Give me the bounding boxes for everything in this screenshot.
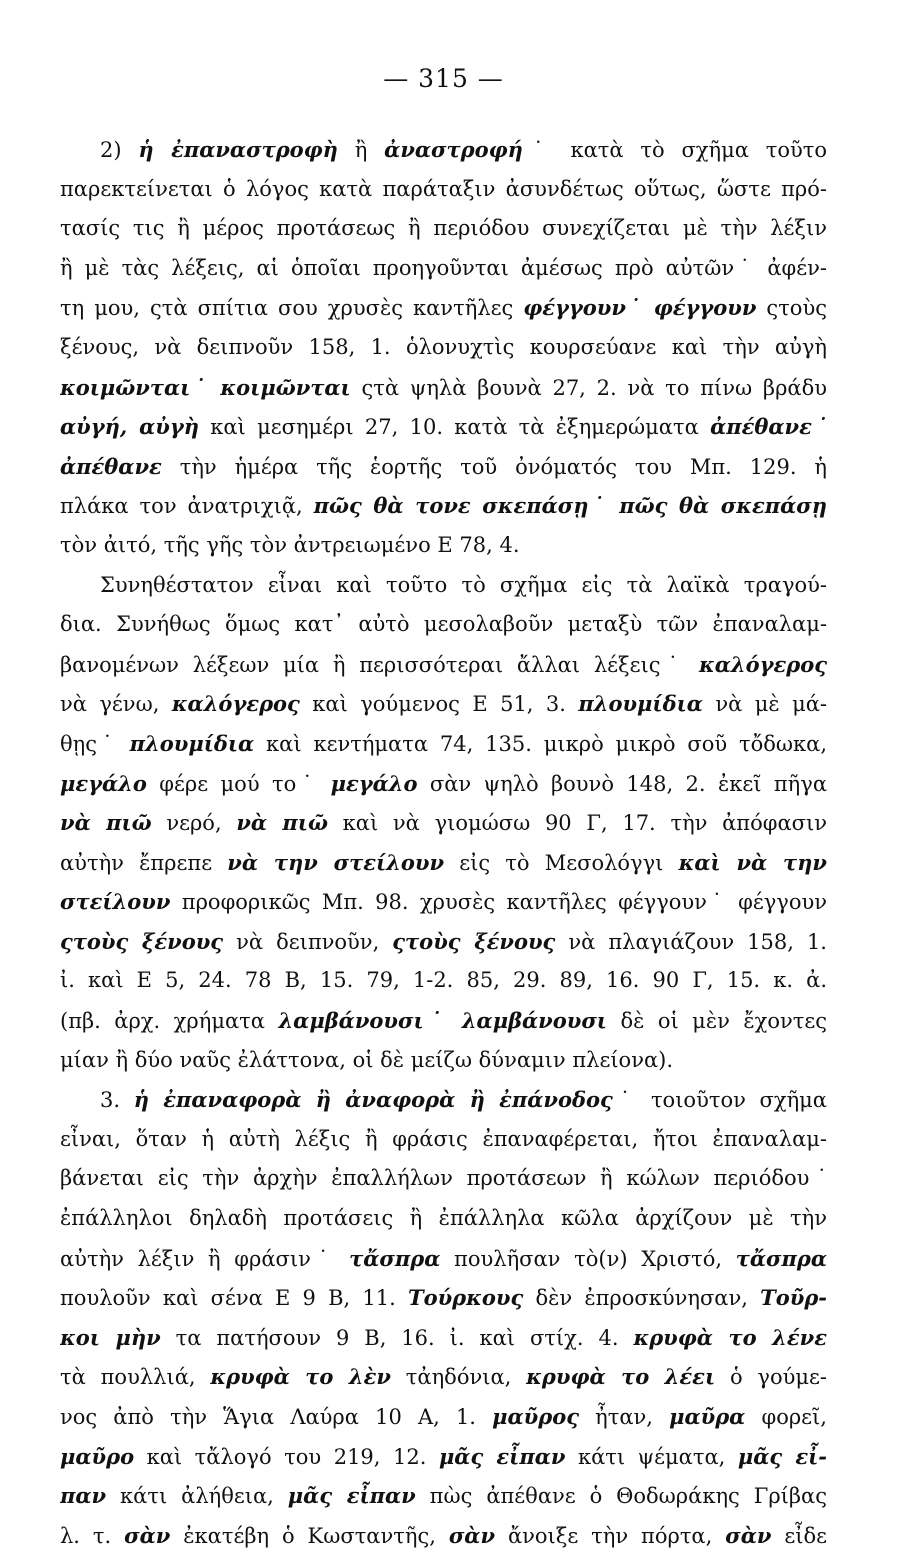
paragraph: [60, 1080, 827, 1555]
text-run: νὰ γένω,: [60, 692, 172, 717]
text-line: [60, 1120, 827, 1160]
text-line: [60, 1357, 827, 1397]
text-line: [60, 1476, 827, 1516]
text-line: [60, 368, 827, 408]
text-run: καὶ νὰ γιομώσω 90 Γ, 17. τὴν ἀπόφασιν: [327, 811, 827, 836]
text-run: πουλῆσαν τὸ(ν) Χριστό,: [440, 1246, 736, 1271]
text-run: ξένους, νὰ δειπνοῦν 158, 1. ὁλονυχτὶς κουρσεύανε καὶ τὴν αὐγὴ: [60, 334, 827, 359]
page-number: — 315 —: [383, 64, 504, 93]
text-run: θῃς˙: [60, 731, 130, 756]
text-line: [60, 843, 827, 883]
text-run: 3.: [100, 1088, 134, 1113]
text-run: βάνεται εἰς τὴν ἀρχὴν ἐπαλλήλων προτάσεων ἢ κώλων περιόδου˙: [60, 1166, 827, 1191]
text-line: [60, 209, 827, 249]
text-run: δὲ οἱ μὲν ἔχοντες: [606, 1009, 827, 1034]
text-line: [60, 1239, 827, 1279]
text-line: [60, 1318, 827, 1358]
emphasized-phrase: μᾶς εἶ-: [737, 1443, 827, 1469]
text-run: καὶ γούμενος Ε 51, 3.: [299, 692, 579, 717]
emphasized-phrase: σὰν: [448, 1522, 496, 1548]
text-run: σὰν ψηλὸ βουνὸ 148, 2. ἐκεῖ πῆγα: [417, 771, 827, 796]
text-line: [60, 922, 827, 962]
text-run: μίαν ἢ δύο ναῦς ἐλάττονα, οἱ δὲ μείζω δύναμιν πλείονα).: [60, 1047, 674, 1072]
emphasized-phrase: μᾶς εἶπαν: [287, 1483, 416, 1509]
text-run: πουλοῦν καὶ σένα Ε 9 Β, 11.: [60, 1286, 408, 1311]
emphasized-phrase: ἀναστροφή: [384, 137, 523, 162]
text-run: εἰς τὸ Μεσολόγγι: [444, 850, 679, 875]
text-run: ἢ: [337, 138, 385, 162]
emphasized-phrase: τἄσπρα: [735, 1245, 827, 1271]
text-run: νὰ μὲ μά-: [702, 692, 827, 717]
text-line: [60, 328, 827, 368]
text-line: [60, 1001, 827, 1041]
text-run: καὶ τἄλογό του 219, 12.: [134, 1444, 439, 1469]
text-line: [60, 1041, 827, 1081]
text-line: [60, 961, 827, 1001]
text-run: προφορικῶς Μπ. 98. χρυσὲς καντῆλες φέγγουν˙ φέγγουν: [170, 890, 827, 915]
emphasized-phrase: παν: [60, 1483, 107, 1509]
text-run: δὲν ἐπροσκύνησαν,: [523, 1286, 761, 1311]
emphasized-phrase: ἡ ἐπαναφορὰ ἢ ἀναφορὰ ἢ ἐπάνοδος: [133, 1087, 613, 1113]
emphasized-phrase: ςτοὺς ξένους: [392, 928, 556, 954]
text-run: πὼς ἀπέθανε ὁ Θοδωράκης Γρίβας: [415, 1484, 827, 1509]
emphasized-phrase: νὰ την στείλουν: [227, 849, 445, 875]
emphasized-phrase: στείλουν: [60, 889, 171, 915]
text-run: Συνηθέστατον εἶναι καὶ τοῦτο τὸ σχῆμα εἰς τὰ λαϊκὰ τραγού-: [100, 572, 827, 597]
text-line: [60, 1278, 827, 1318]
text-run: ἦταν,: [579, 1405, 670, 1429]
text-run: ἰ. καὶ Ε 5, 24. 78 Β, 15. 79, 1-2. 85, 29. 89, 16. 90 Γ, 15. κ. ἀ.: [60, 968, 827, 993]
text-line: [60, 170, 827, 210]
text-run: τα πατήσουν 9 Β, 16. ἰ. καὶ στίχ. 4.: [160, 1325, 634, 1350]
emphasized-phrase: καὶ νὰ την: [678, 849, 827, 875]
text-run: ςτοὺς: [756, 296, 827, 321]
emphasized-phrase: ἡ ἐπαναστροφὴ: [138, 137, 338, 162]
text-run: λ. τ.: [60, 1523, 125, 1548]
emphasized-phrase: φέγγουν˙ φέγγουν: [523, 295, 757, 321]
text-run: ˙ κατὰ τὸ σχῆμα τοῦτο: [522, 138, 827, 162]
text-line: [60, 486, 827, 526]
emphasized-phrase: ἀπέθανε: [60, 453, 162, 479]
text-line: [60, 1199, 827, 1239]
body-text: [60, 130, 827, 1555]
emphasized-phrase: κρυφὰ το λένε: [633, 1324, 827, 1350]
text-line: [60, 1159, 827, 1199]
text-run: αὐτὴν ἔπρεπε: [60, 850, 228, 875]
text-run: φορεῖ,: [745, 1405, 827, 1429]
emphasized-phrase: λαμβάνουσι˙ λαμβάνουσι: [278, 1008, 607, 1034]
text-line: [60, 684, 827, 724]
emphasized-phrase: νὰ πιῶ: [236, 810, 328, 836]
emphasized-phrase: πλουμίδια: [578, 691, 703, 717]
emphasized-phrase: ἀπέθανε˙: [710, 414, 827, 440]
emphasized-phrase: μεγάλο: [60, 770, 147, 796]
text-run: νερό,: [151, 811, 237, 836]
text-run: τὸν ἀιτό, τῆς γῆς τὸν ἀντρειωμένο Ε 78, 4.: [60, 532, 520, 557]
emphasized-phrase: κοι μὴν: [60, 1324, 161, 1350]
text-line: [60, 447, 827, 487]
text-run: τὴν ἡμέρα τῆς ἑορτῆς τοῦ ὀνόματός του Μπ. 129. ἡ: [161, 454, 827, 479]
text-run: (πβ. ἀρχ. χρήματα: [60, 1009, 279, 1034]
text-line: [60, 526, 827, 566]
text-line: [60, 1516, 827, 1555]
text-run: νὰ δειπνοῦν,: [223, 929, 393, 954]
text-run: τη μου, ςτὰ σπίτια σου χρυσὲς καντῆλες: [60, 296, 524, 321]
emphasized-phrase: αὐγή, αὐγὴ: [60, 414, 199, 440]
emphasized-phrase: τἄσπρα: [349, 1245, 441, 1271]
text-run: ἐκατέβη ὁ Κωσταντῆς,: [170, 1523, 449, 1548]
emphasized-phrase: σὰν: [124, 1522, 171, 1548]
emphasized-phrase: πῶς θὰ τονε σκεπάσῃ˙ πῶς θὰ σκεπάσῃ: [313, 493, 827, 519]
paragraph: [60, 130, 827, 566]
emphasized-phrase: μαῦρα: [669, 1404, 746, 1429]
emphasized-phrase: σὰν: [725, 1522, 772, 1548]
text-run: ἢ μὲ τὰς λέξεις, αἱ ὁποῖαι προηγοῦνται ἀμέσως πρὸ αὐτῶν˙ ἀφέν-: [60, 255, 827, 280]
emphasized-phrase: κρυφὰ το λέει: [526, 1364, 716, 1390]
text-run: αὐτὴν λέξιν ἢ φράσιν˙: [60, 1246, 350, 1271]
text-line: [60, 288, 827, 328]
text-run: τασίς τις ἢ μέρος προτάσεως ἢ περιόδου συνεχίζεται μὲ τὴν λέξιν: [60, 216, 827, 241]
text-run: καὶ μεσημέρι 27, 10. κατὰ τὰ ἐξημερώματα: [198, 415, 711, 440]
text-line: [60, 130, 827, 170]
text-run: τἀηδόνια,: [390, 1365, 527, 1390]
text-run: ἄνοιξε τὴν πόρτα,: [495, 1523, 726, 1548]
emphasized-phrase: μεγάλο: [330, 770, 418, 796]
emphasized-phrase: ςτοὺς ξένους: [60, 928, 224, 954]
emphasized-phrase: καλόγερος: [698, 651, 827, 677]
emphasized-phrase: μᾶς εἶπαν: [438, 1443, 566, 1469]
text-run: ˙ τοιοῦτον σχῆμα: [612, 1088, 827, 1113]
text-run: δια. Συνήθως ὅμως κατ᾽ αὐτὸ μεσολαβοῦν μεταξὺ τῶν ἐπαναλαμ-: [60, 612, 827, 637]
emphasized-phrase: κρυφὰ το λὲν: [210, 1364, 391, 1390]
emphasized-phrase: μαῦρο: [60, 1443, 135, 1469]
text-line: [60, 645, 827, 685]
text-line: [60, 764, 827, 804]
text-run: ςτὰ ψηλὰ βουνὰ 27, 2. νὰ το πίνω βράδυ: [350, 375, 827, 400]
emphasized-phrase: κοιμῶνται˙ κοιμῶνται: [60, 374, 351, 400]
text-line: [60, 407, 827, 447]
text-line: [60, 605, 827, 645]
emphasized-phrase: νὰ πιῶ: [60, 810, 152, 836]
emphasized-phrase: μαῦρος: [492, 1404, 579, 1429]
text-run: 2): [100, 138, 139, 162]
text-run: νος ἀπὸ τὴν Ἅγια Λαύρα 10 Α, 1.: [60, 1405, 493, 1429]
emphasized-phrase: Τούρκους: [407, 1285, 524, 1311]
text-line: [60, 249, 827, 289]
text-line: [60, 1397, 827, 1437]
text-run: τὰ πουλλιά,: [60, 1365, 211, 1390]
text-run: εἶναι, ὅταν ἡ αὐτὴ λέξις ἢ φράσις ἐπαναφέρεται, ἤτοι ἐπαναλαμ-: [60, 1126, 827, 1151]
text-run: πλάκα τον ἀνατριχιᾷ,: [60, 494, 314, 519]
text-run: ὁ γούμε-: [715, 1365, 827, 1390]
text-line: [60, 1080, 827, 1120]
text-line: [60, 566, 827, 606]
paragraph: [60, 566, 827, 1081]
text-run: βανομένων λέξεων μία ἢ περισσότεραι ἄλλαι λέξεις˙: [60, 652, 699, 677]
emphasized-phrase: Τοῦρ-: [760, 1285, 827, 1311]
text-line: [60, 803, 827, 843]
text-line: [60, 724, 827, 764]
text-run: ἐπάλληλοι δηλαδὴ προτάσεις ἢ ἐπάλληλα κῶλα ἀρχίζουν μὲ τὴν: [60, 1206, 827, 1231]
emphasized-phrase: πλουμίδια: [129, 730, 255, 756]
text-run: εἶδε: [771, 1523, 827, 1548]
emphasized-phrase: καλόγερος: [171, 691, 300, 717]
text-run: κάτι ἀλήθεια,: [106, 1484, 288, 1509]
text-line: [60, 1437, 827, 1477]
text-run: φέρε μού το˙: [146, 771, 331, 796]
text-run: καὶ κεντήματα 74, 135. μικρὸ μικρὸ σοῦ τὄδωκα,: [254, 731, 827, 756]
text-line: [60, 882, 827, 922]
text-run: παρεκτείνεται ὁ λόγος κατὰ παράταξιν ἀσυνδέτως οὕτως, ὥστε πρό-: [60, 176, 827, 201]
text-run: κάτι ψέματα,: [565, 1444, 738, 1469]
text-run: νὰ πλαγιάζουν 158, 1.: [555, 929, 827, 954]
